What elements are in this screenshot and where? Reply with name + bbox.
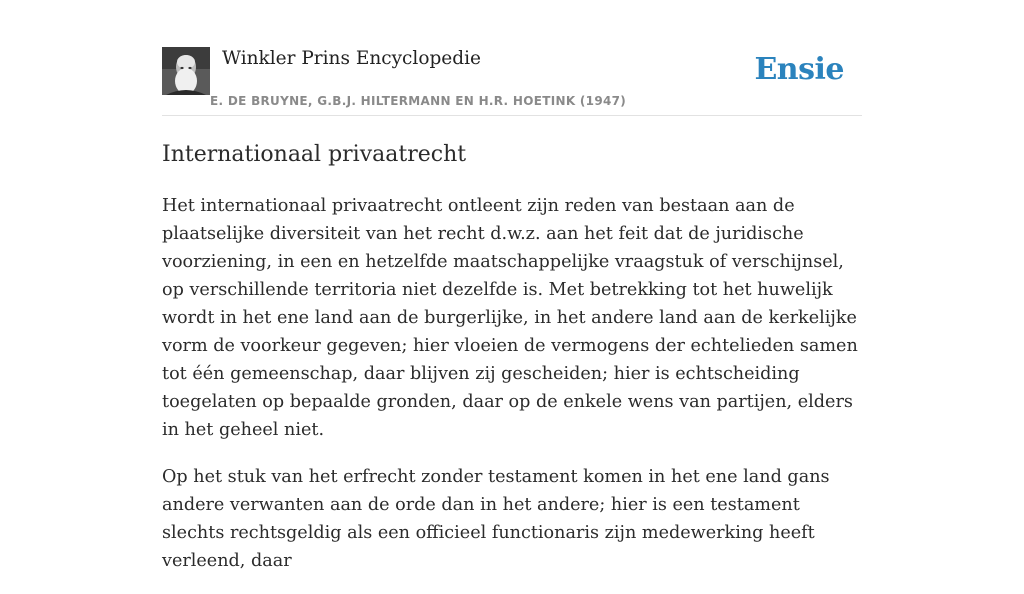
article-paragraph: Op het stuk van het erfrecht zonder testament komen in het ene land gans andere verwanten aan de orde dan in het andere; hier is een testament slechts rechtsgeldig als een officieel functionaris zijn medewerking heeft verleend, daar <box>162 467 830 571</box>
article-title: Internationaal privaatrecht <box>162 142 467 167</box>
book-header <box>162 46 862 116</box>
ensie-logo[interactable]: Ensie <box>754 52 844 87</box>
author-portrait-icon <box>162 47 210 95</box>
author-avatar[interactable] <box>162 47 210 95</box>
article-body <box>162 192 867 594</box>
article-paragraph: Het internationaal privaatrecht ontleent zijn reden van bestaan aan de plaatselijke diversiteit van het recht d.w.z. aan het feit dat de juridische voorziening, in een en hetzelfde maatschappelijke vraagstuk of verschijnsel, op verschillende territoria niet dezelfde is. Met betrekking tot het huwelijk wordt in het ene land aan de burgerlijke, in het andere land aan de kerkelijke vorm de voorkeur gegeven; hier vloeien de vermogens der echtelieden samen tot één gemeenschap, daar blijven zij gescheiden; hier is echtscheiding toegelaten op bepaalde gronden, daar op de enkele wens van partijen, elders in het geheel niet. <box>162 196 858 440</box>
book-authors: E. DE BRUYNE, G.B.J. HILTERMANN EN H.R. HOETINK (1947) <box>210 94 627 108</box>
book-title[interactable]: Winkler Prins Encyclopedie <box>222 48 481 69</box>
